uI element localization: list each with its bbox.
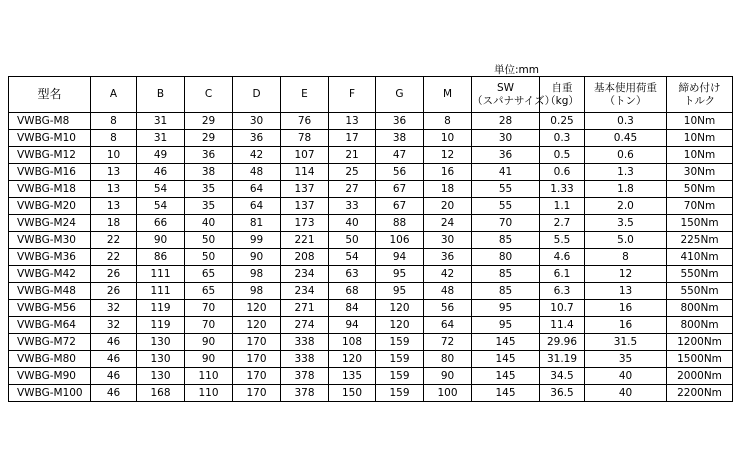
table-cell: 63 [329, 266, 376, 283]
table-cell: 26 [91, 266, 137, 283]
table-cell: 48 [233, 164, 281, 181]
column-header [667, 77, 733, 113]
table-cell: 95 [472, 300, 540, 317]
table-cell: 8 [91, 113, 137, 130]
table-cell: 145 [472, 351, 540, 368]
table-cell: 108 [329, 334, 376, 351]
table-cell: 150 [329, 385, 376, 402]
table-row [9, 249, 733, 266]
table-cell: 150Nm [667, 215, 733, 232]
column-header [329, 77, 376, 113]
table-cell: 32 [91, 317, 137, 334]
table-cell: 135 [329, 368, 376, 385]
model-name-cell: VWBG-M64 [9, 317, 91, 334]
table-cell: 32 [91, 300, 137, 317]
table-row [9, 300, 733, 317]
table-cell: 1.33 [540, 181, 585, 198]
table-cell: 145 [472, 368, 540, 385]
table-cell: 0.45 [585, 130, 667, 147]
table-cell: 29.96 [540, 334, 585, 351]
table-cell: 225Nm [667, 232, 733, 249]
table-cell: 55 [472, 198, 540, 215]
table-cell: 0.3 [540, 130, 585, 147]
table-cell: 410Nm [667, 249, 733, 266]
table-row [9, 232, 733, 249]
table-cell: 13 [329, 113, 376, 130]
table-cell: 11.4 [540, 317, 585, 334]
column-header-label: 自重 [551, 81, 573, 94]
table-cell: 170 [233, 385, 281, 402]
model-name-cell: VWBG-M16 [9, 164, 91, 181]
table-cell: 90 [185, 351, 233, 368]
table-cell: 28 [472, 113, 540, 130]
table-cell: 338 [281, 351, 329, 368]
table-cell: 800Nm [667, 300, 733, 317]
column-header-label: （kg） [545, 94, 579, 107]
table-cell: 10Nm [667, 147, 733, 164]
table-cell: 10 [424, 130, 472, 147]
table-cell: 0.6 [585, 147, 667, 164]
table-cell: 70 [185, 317, 233, 334]
table-cell: 173 [281, 215, 329, 232]
model-name-cell: VWBG-M8 [9, 113, 91, 130]
table-cell: 36 [233, 130, 281, 147]
table-cell: 31 [137, 113, 185, 130]
table-row [9, 385, 733, 402]
table-cell: 338 [281, 334, 329, 351]
table-cell: 47 [376, 147, 424, 164]
table-cell: 46 [137, 164, 185, 181]
model-name-cell: VWBG-M30 [9, 232, 91, 249]
table-cell: 38 [185, 164, 233, 181]
table-cell: 86 [137, 249, 185, 266]
table-cell: 1.1 [540, 198, 585, 215]
table-body [9, 113, 733, 402]
column-header-label: G [395, 88, 404, 100]
table-cell: 50Nm [667, 181, 733, 198]
table-cell: 70 [185, 300, 233, 317]
table-cell: 65 [185, 266, 233, 283]
model-name-cell: VWBG-M36 [9, 249, 91, 266]
table-cell: 120 [376, 317, 424, 334]
table-cell: 56 [424, 300, 472, 317]
column-header-label: 基本使用荷重 [594, 81, 657, 94]
model-name-cell: VWBG-M24 [9, 215, 91, 232]
model-name-cell: VWBG-M48 [9, 283, 91, 300]
table-cell: 36 [185, 147, 233, 164]
table-cell: 18 [91, 215, 137, 232]
table-cell: 130 [137, 334, 185, 351]
table-row [9, 130, 733, 147]
table-cell: 18 [424, 181, 472, 198]
column-header [585, 77, 667, 113]
table-cell: 64 [424, 317, 472, 334]
column-header-label: A [109, 88, 118, 100]
table-cell: 76 [281, 113, 329, 130]
table-cell: 120 [329, 351, 376, 368]
model-name-cell: VWBG-M10 [9, 130, 91, 147]
table-cell: 13 [91, 164, 137, 181]
table-cell: 70Nm [667, 198, 733, 215]
table-cell: 29 [185, 130, 233, 147]
table-cell: 80 [472, 249, 540, 266]
table-cell: 208 [281, 249, 329, 266]
table-cell: 110 [185, 385, 233, 402]
column-header-label: B [156, 88, 165, 100]
table-cell: 31.19 [540, 351, 585, 368]
table-cell: 800Nm [667, 317, 733, 334]
table-cell: 42 [424, 266, 472, 283]
table-cell: 1200Nm [667, 334, 733, 351]
table-cell: 98 [233, 283, 281, 300]
table-cell: 24 [424, 215, 472, 232]
table-cell: 378 [281, 368, 329, 385]
table-cell: 68 [329, 283, 376, 300]
table-cell: 70 [472, 215, 540, 232]
table-cell: 22 [91, 249, 137, 266]
column-header-label: 型名 [37, 87, 62, 101]
table-cell: 8 [424, 113, 472, 130]
table-row [9, 113, 733, 130]
table-cell: 100 [424, 385, 472, 402]
table-cell: 22 [91, 232, 137, 249]
table-cell: 67 [376, 198, 424, 215]
column-header-label: （スパナサイズ） [472, 94, 556, 107]
model-name-cell: VWBG-M72 [9, 334, 91, 351]
table-cell: 98 [233, 266, 281, 283]
column-header-label: SW [496, 81, 515, 94]
column-header-label: D [252, 88, 261, 100]
table-cell: 34.5 [540, 368, 585, 385]
table-cell: 2000Nm [667, 368, 733, 385]
table-cell: 95 [376, 266, 424, 283]
table-cell: 54 [137, 181, 185, 198]
table-cell: 85 [472, 232, 540, 249]
table-cell: 35 [585, 351, 667, 368]
table-cell: 111 [137, 266, 185, 283]
table-row [9, 283, 733, 300]
column-header-label: E [301, 88, 308, 100]
table-cell: 0.6 [540, 164, 585, 181]
table-cell: 54 [329, 249, 376, 266]
table-row [9, 351, 733, 368]
table-cell: 234 [281, 283, 329, 300]
table-cell: 3.5 [585, 215, 667, 232]
table-cell: 55 [472, 181, 540, 198]
table-cell: 25 [329, 164, 376, 181]
model-name-cell: VWBG-M42 [9, 266, 91, 283]
table-cell: 17 [329, 130, 376, 147]
table-row [9, 198, 733, 215]
table-cell: 50 [329, 232, 376, 249]
table-row [9, 147, 733, 164]
table-cell: 271 [281, 300, 329, 317]
table-cell: 46 [91, 385, 137, 402]
table-cell: 1.3 [585, 164, 667, 181]
table-cell: 78 [281, 130, 329, 147]
table-cell: 12 [585, 266, 667, 283]
table-cell: 107 [281, 147, 329, 164]
table-cell: 38 [376, 130, 424, 147]
table-cell: 159 [376, 334, 424, 351]
table-cell: 67 [376, 181, 424, 198]
table-cell: 111 [137, 283, 185, 300]
table-cell: 94 [329, 317, 376, 334]
table-cell: 8 [91, 130, 137, 147]
table-cell: 170 [233, 351, 281, 368]
column-header [233, 77, 281, 113]
table-cell: 31 [137, 130, 185, 147]
table-cell: 10Nm [667, 130, 733, 147]
table-cell: 119 [137, 300, 185, 317]
table-cell: 35 [185, 181, 233, 198]
table-cell: 36 [424, 249, 472, 266]
table-cell: 31.5 [585, 334, 667, 351]
model-name-cell: VWBG-M90 [9, 368, 91, 385]
table-cell: 46 [91, 351, 137, 368]
unit-label: 単位:mm [494, 64, 539, 76]
table-cell: 35 [185, 198, 233, 215]
table-cell: 13 [91, 181, 137, 198]
table-cell: 10 [91, 147, 137, 164]
column-header [376, 77, 424, 113]
column-header [424, 77, 472, 113]
table-cell: 46 [91, 334, 137, 351]
table-cell: 16 [585, 300, 667, 317]
table-row [9, 266, 733, 283]
table-cell: 80 [424, 351, 472, 368]
table-cell: 64 [233, 198, 281, 215]
table-cell: 64 [233, 181, 281, 198]
table-cell: 16 [585, 317, 667, 334]
table-cell: 6.1 [540, 266, 585, 283]
table-cell: 49 [137, 147, 185, 164]
column-header [472, 77, 556, 113]
table-cell: 159 [376, 351, 424, 368]
table-cell: 40 [185, 215, 233, 232]
table-cell: 81 [233, 215, 281, 232]
table-cell: 274 [281, 317, 329, 334]
table-cell: 120 [233, 300, 281, 317]
column-header [281, 77, 329, 113]
table-cell: 106 [376, 232, 424, 249]
table-cell: 2.7 [540, 215, 585, 232]
column-header [91, 77, 137, 113]
table-cell: 234 [281, 266, 329, 283]
column-header-label: トルク [683, 94, 716, 107]
table-cell: 50 [185, 232, 233, 249]
table-cell: 10.7 [540, 300, 585, 317]
table-cell: 99 [233, 232, 281, 249]
table-cell: 30 [472, 130, 540, 147]
table-cell: 2.0 [585, 198, 667, 215]
table-cell: 65 [185, 283, 233, 300]
table-cell: 50 [185, 249, 233, 266]
table-cell: 56 [376, 164, 424, 181]
column-header-label: F [348, 88, 356, 100]
table-cell: 54 [137, 198, 185, 215]
table-cell: 10Nm [667, 113, 733, 130]
column-header-label: 締め付け [678, 81, 721, 94]
table-cell: 21 [329, 147, 376, 164]
table-cell: 90 [185, 334, 233, 351]
table-cell: 36.5 [540, 385, 585, 402]
table-cell: 2200Nm [667, 385, 733, 402]
table-cell: 29 [185, 113, 233, 130]
table-cell: 1.8 [585, 181, 667, 198]
table-cell: 40 [329, 215, 376, 232]
table-row [9, 368, 733, 385]
table-cell: 30 [233, 113, 281, 130]
spec-table [8, 76, 733, 402]
table-cell: 130 [137, 351, 185, 368]
table-cell: 1500Nm [667, 351, 733, 368]
table-cell: 170 [233, 368, 281, 385]
table-cell: 88 [376, 215, 424, 232]
table-cell: 84 [329, 300, 376, 317]
table-cell: 42 [233, 147, 281, 164]
table-cell: 90 [424, 368, 472, 385]
table-cell: 6.3 [540, 283, 585, 300]
table-cell: 145 [472, 385, 540, 402]
column-header [185, 77, 233, 113]
table-cell: 145 [472, 334, 540, 351]
table-cell: 85 [472, 283, 540, 300]
table-row [9, 334, 733, 351]
table-cell: 16 [424, 164, 472, 181]
model-name-cell: VWBG-M56 [9, 300, 91, 317]
table-row [9, 317, 733, 334]
table-cell: 36 [376, 113, 424, 130]
column-header-label: M [442, 88, 453, 100]
table-row [9, 181, 733, 198]
model-name-cell: VWBG-M20 [9, 198, 91, 215]
table-cell: 5.0 [585, 232, 667, 249]
table-cell: 120 [233, 317, 281, 334]
table-cell: 40 [585, 368, 667, 385]
table-cell: 13 [91, 198, 137, 215]
table-row [9, 215, 733, 232]
table-cell: 72 [424, 334, 472, 351]
table-cell: 5.5 [540, 232, 585, 249]
table-cell: 550Nm [667, 266, 733, 283]
table-cell: 12 [424, 147, 472, 164]
table-cell: 30Nm [667, 164, 733, 181]
table-cell: 20 [424, 198, 472, 215]
table-cell: 95 [376, 283, 424, 300]
table-cell: 0.5 [540, 147, 585, 164]
table-cell: 46 [91, 368, 137, 385]
table-cell: 8 [585, 249, 667, 266]
table-cell: 119 [137, 317, 185, 334]
table-cell: 26 [91, 283, 137, 300]
table-cell: 33 [329, 198, 376, 215]
table-cell: 550Nm [667, 283, 733, 300]
model-name-cell: VWBG-M12 [9, 147, 91, 164]
table-cell: 85 [472, 266, 540, 283]
table-cell: 114 [281, 164, 329, 181]
table-row [9, 164, 733, 181]
table-cell: 94 [376, 249, 424, 266]
table-cell: 0.25 [540, 113, 585, 130]
table-cell: 48 [424, 283, 472, 300]
table-cell: 110 [185, 368, 233, 385]
table-cell: 4.6 [540, 249, 585, 266]
column-header-label: （トン） [604, 94, 647, 107]
table-cell: 168 [137, 385, 185, 402]
header-row [9, 77, 733, 113]
table-cell: 30 [424, 232, 472, 249]
column-header-label: C [204, 88, 213, 100]
table-cell: 137 [281, 198, 329, 215]
table-cell: 41 [472, 164, 540, 181]
table-cell: 159 [376, 368, 424, 385]
table-cell: 90 [137, 232, 185, 249]
model-name-cell: VWBG-M100 [9, 385, 91, 402]
table-cell: 0.3 [585, 113, 667, 130]
table-cell: 170 [233, 334, 281, 351]
table-cell: 36 [472, 147, 540, 164]
model-name-cell: VWBG-M18 [9, 181, 91, 198]
table-cell: 90 [233, 249, 281, 266]
table-cell: 27 [329, 181, 376, 198]
table-cell: 66 [137, 215, 185, 232]
table-cell: 95 [472, 317, 540, 334]
table-cell: 378 [281, 385, 329, 402]
table-cell: 130 [137, 368, 185, 385]
table-cell: 13 [585, 283, 667, 300]
table-cell: 159 [376, 385, 424, 402]
table-cell: 120 [376, 300, 424, 317]
model-name-cell: VWBG-M80 [9, 351, 91, 368]
table-cell: 137 [281, 181, 329, 198]
column-header [9, 77, 91, 113]
column-header [540, 77, 585, 113]
table-cell: 221 [281, 232, 329, 249]
table-cell: 40 [585, 385, 667, 402]
column-header [137, 77, 185, 113]
